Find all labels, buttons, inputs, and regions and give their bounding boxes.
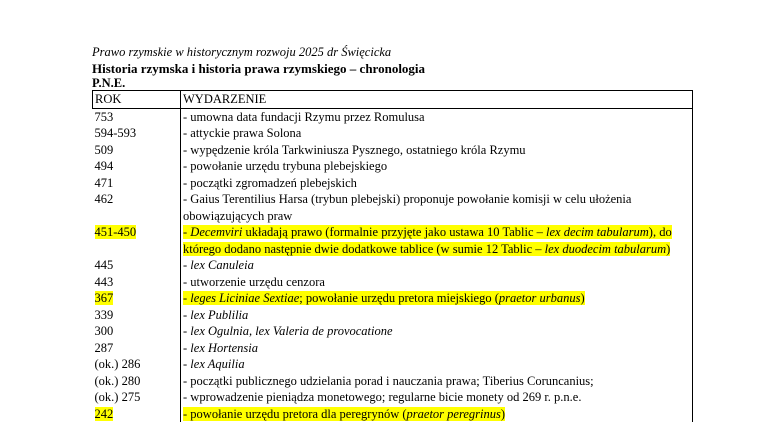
row-event: [181, 175, 693, 192]
table-row: [93, 290, 693, 307]
row-event: [181, 406, 693, 423]
table-row: [93, 373, 693, 390]
event-text: - powołanie urzędu pretora dla peregrynów (: [183, 406, 407, 421]
event-text: - początki publicznego udzielania porad i nauczania prawa; Tiberius Coruncanius;: [183, 373, 594, 388]
year-text: (ok.) 275: [94, 390, 141, 404]
row-year: [93, 389, 181, 406]
row-event: [181, 191, 693, 224]
table-row: [93, 323, 693, 340]
event-text: -: [183, 291, 191, 305]
event-text: ): [500, 406, 506, 421]
row-event: [181, 307, 693, 324]
year-text: (ok.) 286: [94, 357, 141, 371]
table-header-row: [93, 91, 693, 109]
event-text: -: [183, 340, 191, 355]
event-text-italic: lex Ogulnia, lex Valeria de provocatione: [190, 324, 393, 338]
table-row: [93, 175, 693, 192]
row-event: [181, 274, 693, 291]
event-text-italic: Decemviri: [190, 225, 243, 239]
table-row: [93, 224, 693, 257]
event-text: -: [183, 307, 191, 322]
table-body: [93, 108, 693, 422]
row-year: [93, 406, 181, 423]
table-row: [93, 142, 693, 159]
row-year: [93, 274, 181, 291]
row-event: [181, 224, 693, 257]
event-text: -: [183, 357, 191, 371]
event-text: ), do którego dodano następnie dwie dodatkowe tablice (w sumie 12 Tablic –: [183, 225, 672, 256]
row-year: [93, 158, 181, 175]
document-page: [92, 44, 692, 422]
table-row: [93, 340, 693, 357]
event-text-italic: lex Canuleia: [190, 258, 254, 272]
event-text: -: [183, 225, 191, 239]
row-year: [93, 323, 181, 340]
row-event: [181, 323, 693, 340]
event-text: - attyckie prawa Solona: [183, 126, 302, 140]
table-row: [93, 274, 693, 291]
year-text: 451-450: [94, 225, 137, 239]
row-year: [93, 142, 181, 159]
table-row: [93, 108, 693, 125]
table-row: [93, 191, 693, 224]
chronology-table: [92, 90, 693, 422]
year-text: 287: [94, 340, 114, 355]
row-event: [181, 158, 693, 175]
event-text: - utworzenie urzędu cenzora: [183, 274, 325, 289]
year-text: (ok.) 280: [94, 373, 141, 388]
row-event: [181, 373, 693, 390]
event-text-italic: lex Aquilia: [190, 357, 245, 371]
year-text: 509: [94, 142, 114, 157]
row-year: [93, 307, 181, 324]
table-row: [93, 257, 693, 274]
year-text: 339: [94, 307, 114, 322]
table-row: [93, 406, 693, 423]
row-year: [93, 257, 181, 274]
year-text: 594-593: [94, 126, 137, 140]
section-label: P.N.E.: [92, 76, 126, 90]
event-text-italic: lex decim tabularum: [546, 225, 649, 239]
event-text: - początki zgromadzeń plebejskich: [183, 175, 357, 190]
event-text: -: [183, 258, 191, 272]
table-row: [93, 125, 693, 142]
table-row: [93, 307, 693, 324]
row-year: [93, 191, 181, 224]
document-title: Historia rzymska i historia prawa rzymskiego – chronologia: [92, 61, 426, 76]
row-year: [93, 356, 181, 373]
row-event: [181, 142, 693, 159]
row-event: [181, 290, 693, 307]
table-row: [93, 158, 693, 175]
year-text: 494: [94, 159, 114, 173]
row-event: [181, 389, 693, 406]
event-text-italic: praetor peregrinus: [406, 406, 501, 421]
year-text: 445: [94, 258, 114, 272]
table-row: [93, 356, 693, 373]
event-text-italic: leges Liciniae Sextiae: [190, 291, 300, 305]
event-text: ; powołanie urzędu pretora miejskiego (: [299, 291, 499, 305]
event-text: -: [183, 324, 191, 338]
row-event: [181, 356, 693, 373]
event-text: ): [666, 241, 671, 256]
document-source: Prawo rzymskie w historycznym rozwoju 2025 dr Święcicka: [92, 45, 392, 59]
event-text: - Gaius Terentilius Harsa (trybun plebejski) proponuje powołanie komisji w celu ułożenia obowiązujących praw: [183, 192, 632, 223]
event-text: - powołanie urzędu trybuna plebejskiego: [183, 159, 388, 173]
row-year: [93, 175, 181, 192]
row-year: [93, 125, 181, 142]
event-text: - wypędzenie króla Tarkwiniusza Pysznego, ostatniego króla Rzymu: [183, 142, 526, 157]
row-event: [181, 340, 693, 357]
event-text: - umowna data fundacji Rzymu przez Romulusa: [183, 109, 425, 124]
event-text-italic: praetor urbanus: [498, 291, 581, 305]
year-text: 753: [94, 109, 114, 124]
year-text: 300: [94, 324, 114, 338]
event-text-italic: lex Publilia: [190, 307, 249, 322]
column-header-event: WYDARZENIE: [181, 91, 693, 109]
row-year: [93, 373, 181, 390]
year-text: 367: [94, 291, 114, 305]
row-year: [93, 108, 181, 125]
column-header-year: ROK: [93, 91, 181, 109]
row-event: [181, 257, 693, 274]
row-year: [93, 224, 181, 257]
row-event: [181, 108, 693, 125]
event-text-italic: lex duodecim tabularum: [544, 241, 667, 256]
year-text: 443: [94, 274, 114, 289]
table-row: [93, 389, 693, 406]
row-year: [93, 340, 181, 357]
row-event: [181, 125, 693, 142]
event-text: ): [580, 291, 585, 305]
event-text: - wprowadzenie pieniądza monetowego; regularne bicie monety od 269 r. p.n.e.: [183, 390, 582, 404]
event-text-italic: lex Hortensia: [190, 340, 258, 355]
row-year: [93, 290, 181, 307]
event-text: układają prawo (formalnie przyjęte jako ustawa 10 Tablic –: [242, 225, 547, 239]
year-text: 471: [94, 175, 114, 190]
year-text: 242: [94, 406, 114, 421]
year-text: 462: [94, 192, 114, 206]
